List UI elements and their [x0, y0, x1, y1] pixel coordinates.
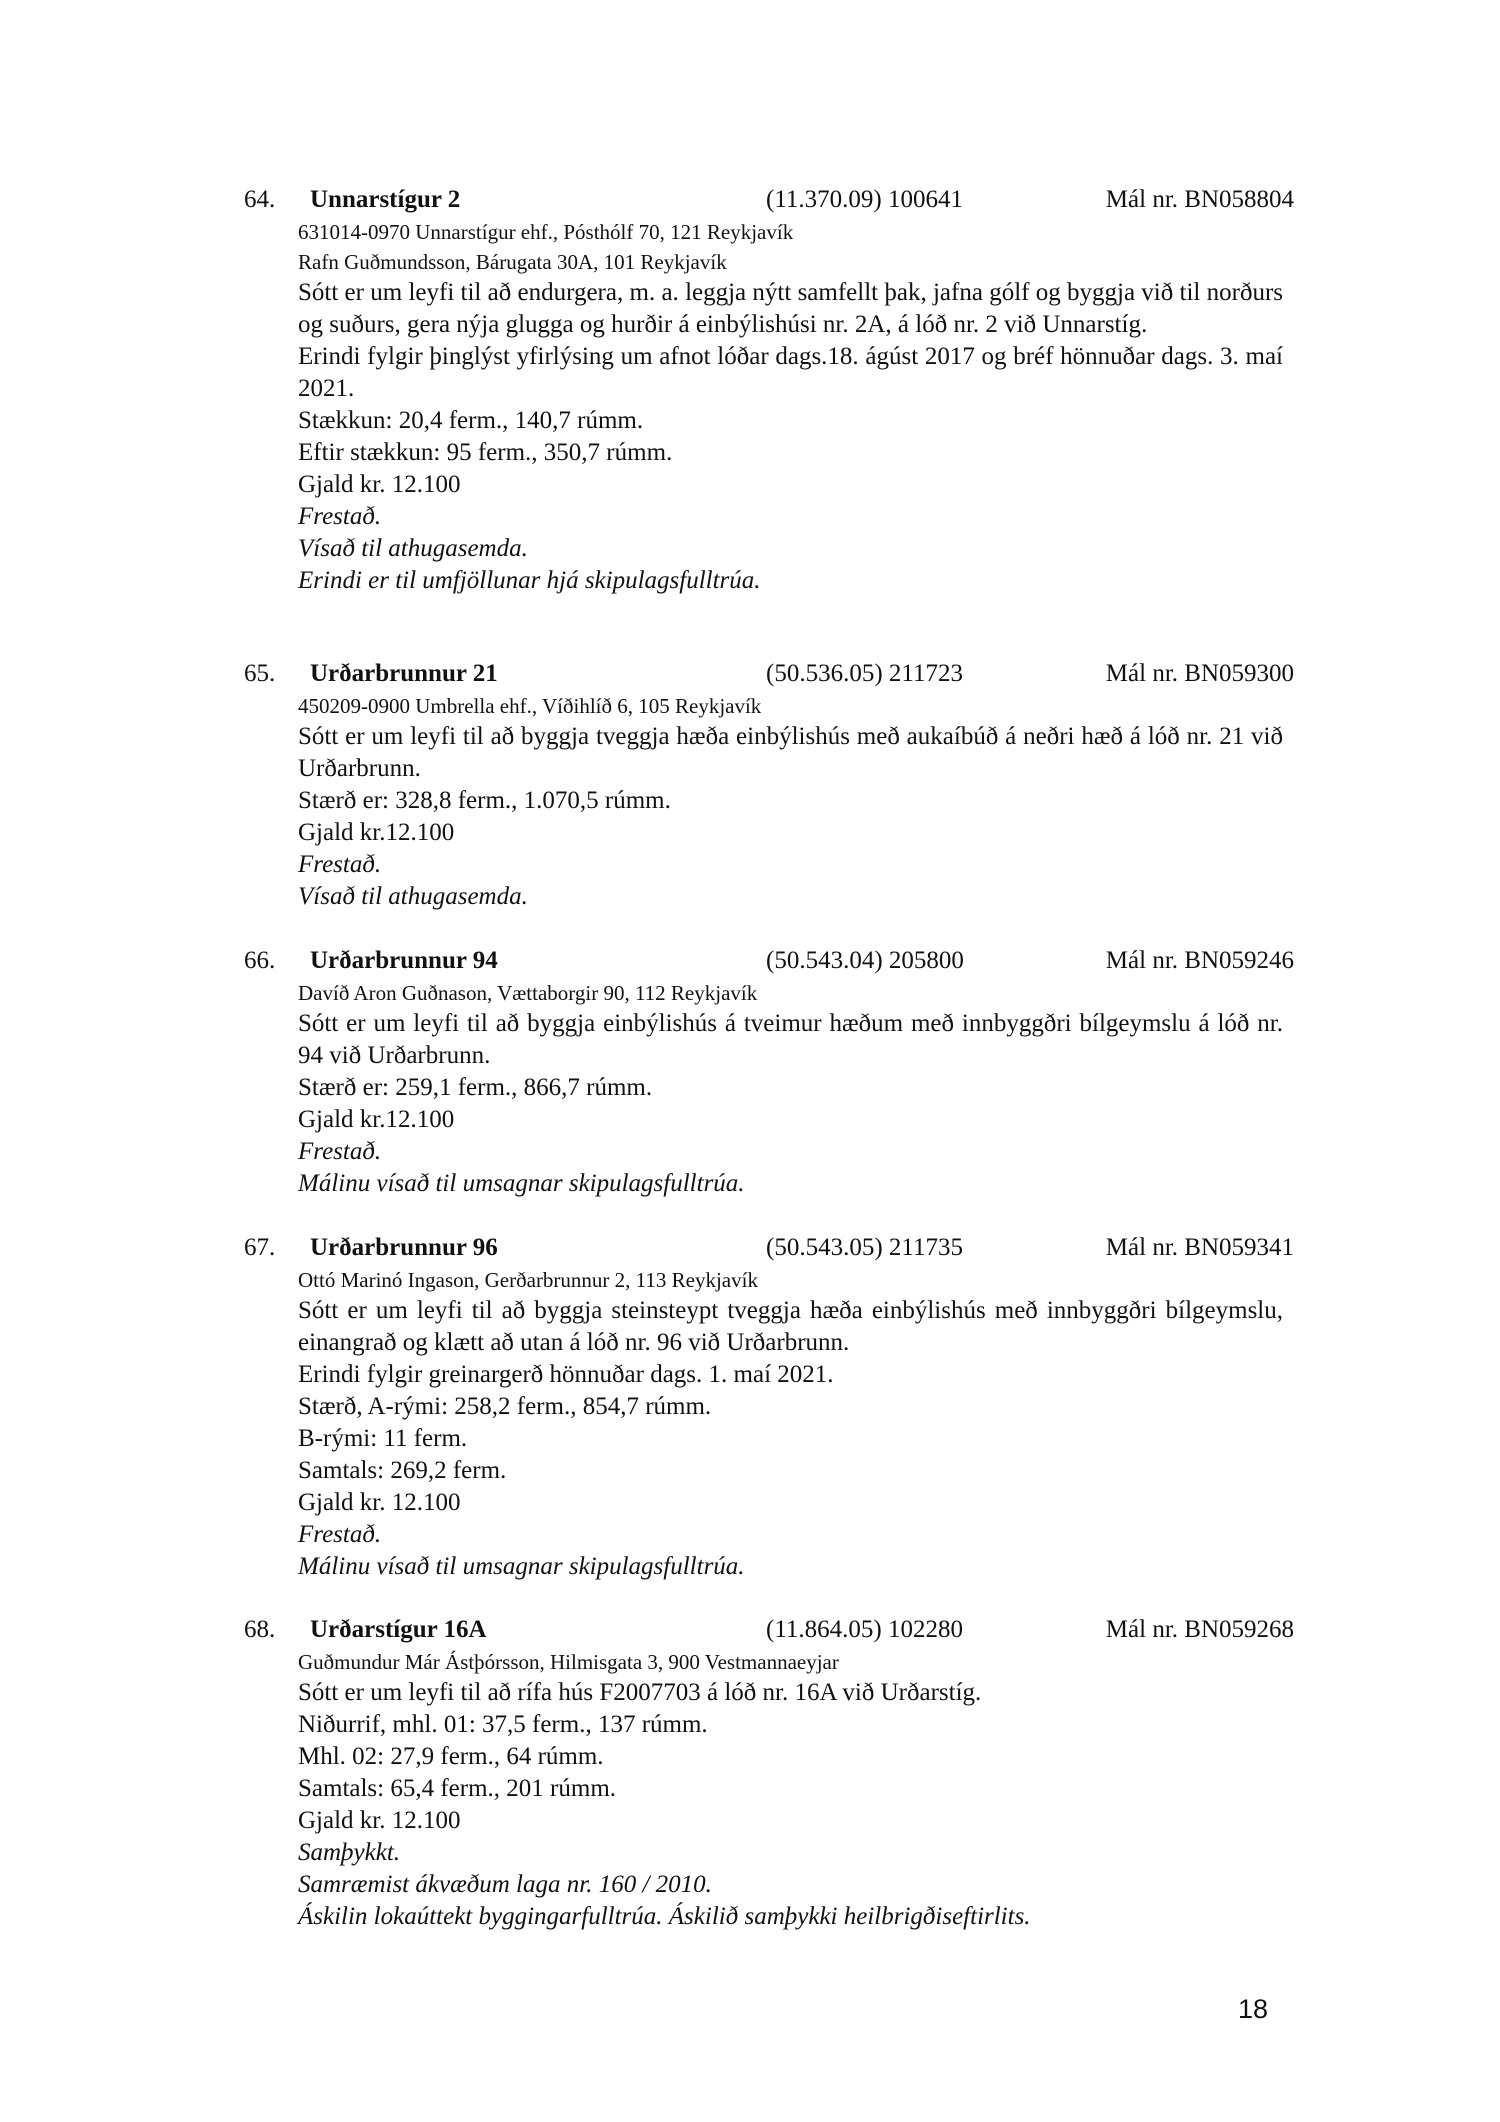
entry-header: [244, 1231, 1294, 1265]
entry-number: 64.: [244, 186, 276, 213]
decision-line: Vísað til athugasemda.: [298, 535, 528, 562]
decision-line: Málinu vísað til umsagnar skipulagsfulltrúa.: [298, 1170, 745, 1197]
entry-title: Unnarstígur 2: [310, 186, 461, 213]
description-paragraph: Sótt er um leyfi til að endurgera, m. a. leggja nýtt samfellt þak, jafna gólf og byggja við til norðurs og suðurs, gera nýja glugga og hurðir á einbýlishúsi nr. 2A, á lóð nr. 2 við Unnarstíg.: [298, 279, 1283, 338]
decision-line: Frestað.: [298, 1138, 382, 1165]
entry-title: Urðarbrunnur 96: [310, 1234, 498, 1261]
applicant: Rafn Guðmundsson, Bárugata 30A, 101 Reykjavík: [298, 250, 727, 274]
fee-line: Gjald kr.12.100: [298, 1106, 455, 1133]
detail-line: Mhl. 02: 27,9 ferm., 64 rúmm.: [298, 1743, 604, 1770]
detail-line: B-rými: 11 ferm.: [298, 1425, 468, 1452]
entry-header: [244, 657, 1294, 691]
entry-land-code: (50.543.05) 211735: [766, 1234, 963, 1261]
decision-line: Vísað til athugasemda.: [298, 883, 528, 910]
entry-65: [244, 657, 1294, 913]
entry-title: Urðarbrunnur 94: [310, 947, 498, 974]
description-line: Sótt er um leyfi til að rífa hús F2007703 á lóð nr. 16A við Urðarstíg.: [298, 1679, 982, 1706]
entry-title: Urðarbrunnur 21: [310, 660, 498, 687]
applicant: Ottó Marinó Ingason, Gerðarbrunnur 2, 113 Reykjavík: [298, 1268, 758, 1292]
fee-line: Gjald kr. 12.100: [298, 471, 461, 498]
detail-line: Niðurrif, mhl. 01: 37,5 ferm., 137 rúmm.: [298, 1711, 708, 1738]
decision-line: Málinu vísað til umsagnar skipulagsfulltrúa.: [298, 1553, 745, 1580]
applicant: Guðmundur Már Ástþórsson, Hilmisgata 3, 900 Vestmannaeyjar: [298, 1650, 839, 1674]
entry-number: 66.: [244, 947, 276, 974]
entry-number: 67.: [244, 1234, 276, 1261]
entry-67: [244, 1231, 1294, 1583]
decision-line: Samþykkt.: [298, 1839, 401, 1866]
decision-line: Frestað.: [298, 1521, 382, 1548]
detail-line: Eftir stækkun: 95 ferm., 350,7 rúmm.: [298, 439, 673, 466]
fee-line: Gjald kr.12.100: [298, 819, 455, 846]
detail-line: Samtals: 65,4 ferm., 201 rúmm.: [298, 1775, 617, 1802]
description-paragraph: Erindi fylgir þinglýst yfirlýsing um afnot lóðar dags.18. ágúst 2017 og bréf hönnuðar dags. 3. maí 2021.: [298, 343, 1283, 402]
entry-land-code: (50.543.04) 205800: [766, 947, 964, 974]
description-paragraph: Sótt er um leyfi til að byggja steinsteypt tveggja hæða einbýlishús með innbyggðri bílgeymslu, einangrað og klætt að utan á lóð nr. 96 við Urðarbrunn.: [298, 1297, 1283, 1356]
detail-line: Stærð er: 328,8 ferm., 1.070,5 rúmm.: [298, 787, 671, 814]
entry-body: [298, 978, 1283, 1200]
entry-body: [298, 217, 1283, 597]
decision-line: Erindi er til umfjöllunar hjá skipulagsfulltrúa.: [298, 567, 761, 594]
fee-line: Gjald kr. 12.100: [298, 1807, 461, 1834]
entry-land-code: (50.536.05) 211723: [766, 660, 963, 687]
detail-line: Stærð, A-rými: 258,2 ferm., 854,7 rúmm.: [298, 1393, 712, 1420]
decision-line: Frestað.: [298, 851, 382, 878]
detail-line: Stærð er: 259,1 ferm., 866,7 rúmm.: [298, 1074, 653, 1101]
entry-number: 65.: [244, 660, 276, 687]
entry-land-code: (11.864.05) 102280: [766, 1616, 963, 1643]
decision-line: Frestað.: [298, 503, 382, 530]
entry-number: 68.: [244, 1616, 276, 1643]
entry-body: [298, 691, 1283, 913]
entry-case-number: Mál nr. BN058804: [1105, 186, 1294, 213]
entry-title: Urðarstígur 16A: [310, 1616, 487, 1643]
detail-line: Erindi fylgir greinargerð hönnuðar dags. 1. maí 2021.: [298, 1361, 834, 1388]
entry-case-number: Mál nr. BN059268: [1105, 1616, 1294, 1643]
entry-case-number: Mál nr. BN059300: [1105, 660, 1294, 687]
entry-body: [298, 1265, 1283, 1583]
entry-66: [244, 944, 1294, 1200]
entry-64: [244, 183, 1294, 597]
description-paragraph: Sótt er um leyfi til að byggja tveggja hæða einbýlishús með aukaíbúð á neðri hæð á lóð nr. 21 við Urðarbrunn.: [298, 723, 1283, 782]
entry-header: [244, 1613, 1294, 1647]
detail-line: Samtals: 269,2 ferm.: [298, 1457, 507, 1484]
entry-header: [244, 944, 1294, 978]
entry-body: [298, 1647, 1283, 1933]
applicant: 631014-0970 Unnarstígur ehf., Pósthólf 70, 121 Reykjavík: [298, 220, 794, 244]
page-number: 18: [1238, 1994, 1269, 2024]
applicant: 450209-0900 Umbrella ehf., Víðihlíð 6, 105 Reykjavík: [298, 694, 762, 718]
decision-line: Áskilin lokaúttekt byggingarfulltrúa. Áskilið samþykki heilbrigðiseftirlits.: [298, 1903, 1031, 1930]
decision-line: Samræmist ákvæðum laga nr. 160 / 2010.: [298, 1871, 712, 1898]
description-paragraph: Sótt er um leyfi til að byggja einbýlishús á tveimur hæðum með innbyggðri bílgeymslu á lóð nr. 94 við Urðarbrunn.: [298, 1010, 1283, 1069]
entry-68: [244, 1613, 1294, 1933]
entry-case-number: Mál nr. BN059341: [1105, 1234, 1294, 1261]
detail-line: Stækkun: 20,4 ferm., 140,7 rúmm.: [298, 407, 644, 434]
entry-header: [244, 183, 1294, 217]
applicant: Davíð Aron Guðnason, Vættaborgir 90, 112 Reykjavík: [298, 981, 758, 1005]
entry-land-code: (11.370.09) 100641: [766, 186, 963, 213]
entry-case-number: Mál nr. BN059246: [1105, 947, 1294, 974]
fee-line: Gjald kr. 12.100: [298, 1489, 461, 1516]
